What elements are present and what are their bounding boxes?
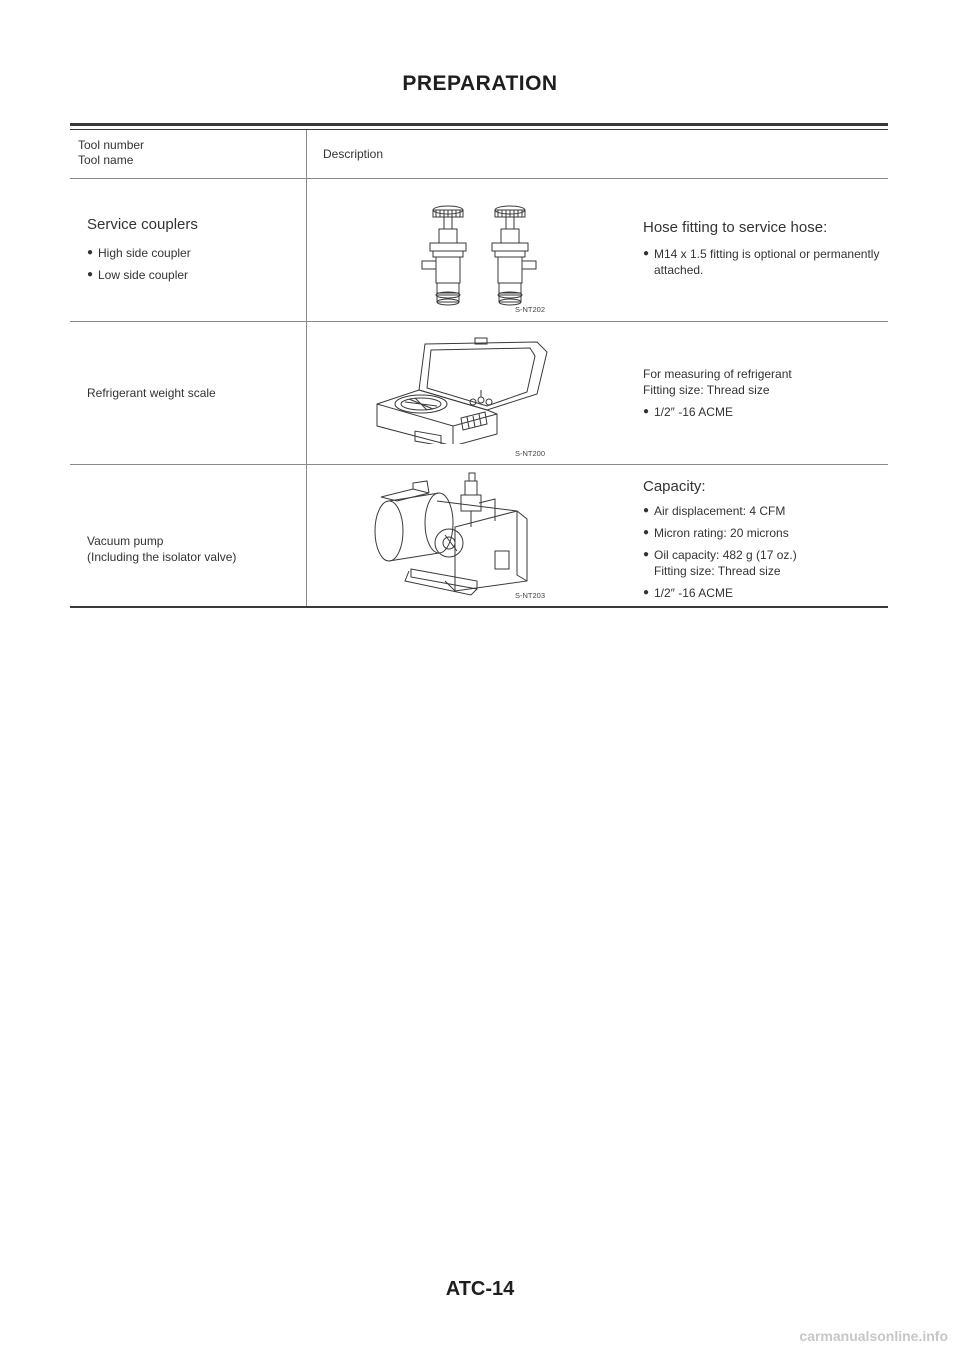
service-couplers-illustration xyxy=(410,201,550,316)
tool-name: Service couplers xyxy=(87,216,198,233)
table-row xyxy=(70,465,888,608)
tool-name: Vacuum pump xyxy=(87,534,164,548)
tool-name-note: (Including the isolator valve) xyxy=(87,550,237,564)
header-tool-name: Tool name xyxy=(78,153,134,167)
description-heading: Capacity: xyxy=(643,478,706,495)
description-heading: Hose fitting to service hose: xyxy=(643,219,828,236)
weight-scale-illustration xyxy=(375,334,555,444)
figure-code: S-NT202 xyxy=(515,305,546,314)
list-item: ● Oil capacity: 482 g (17 oz.) xyxy=(643,548,797,562)
list-item: ● Air displacement: 4 CFM xyxy=(643,504,786,518)
table-row xyxy=(70,322,888,465)
header-description: Description xyxy=(323,147,384,161)
list-item: ● 1/2″ -16 ACME xyxy=(643,586,733,600)
description-line: For measuring of refrigerant xyxy=(643,367,792,381)
list-item: ● High side coupler xyxy=(87,246,191,260)
page-number: ATC-14 xyxy=(445,1278,515,1300)
header-tool-number: Tool number xyxy=(78,138,145,152)
figure-code: S-NT203 xyxy=(515,591,546,600)
tool-table xyxy=(70,130,888,608)
list-item: ● Low side coupler xyxy=(87,268,189,282)
figure-code: S-NT200 xyxy=(515,449,546,458)
list-item: ● M14 x 1.5 fitting is optional or permanently attached. xyxy=(643,247,880,277)
description-line: Fitting size: Thread size xyxy=(654,564,781,578)
list-item: ● Micron rating: 20 microns xyxy=(643,526,789,540)
table-header-row xyxy=(70,130,888,179)
page-title: PREPARATION xyxy=(402,72,558,95)
table-row xyxy=(70,179,888,322)
list-item: ● 1/2″ -16 ACME xyxy=(643,405,733,419)
vacuum-pump-illustration xyxy=(367,471,557,601)
watermark: carmanualsonline.info xyxy=(799,1328,948,1344)
tool-name: Refrigerant weight scale xyxy=(87,386,216,400)
description-line: Fitting size: Thread size xyxy=(643,383,770,397)
table-top-rule xyxy=(70,123,888,126)
